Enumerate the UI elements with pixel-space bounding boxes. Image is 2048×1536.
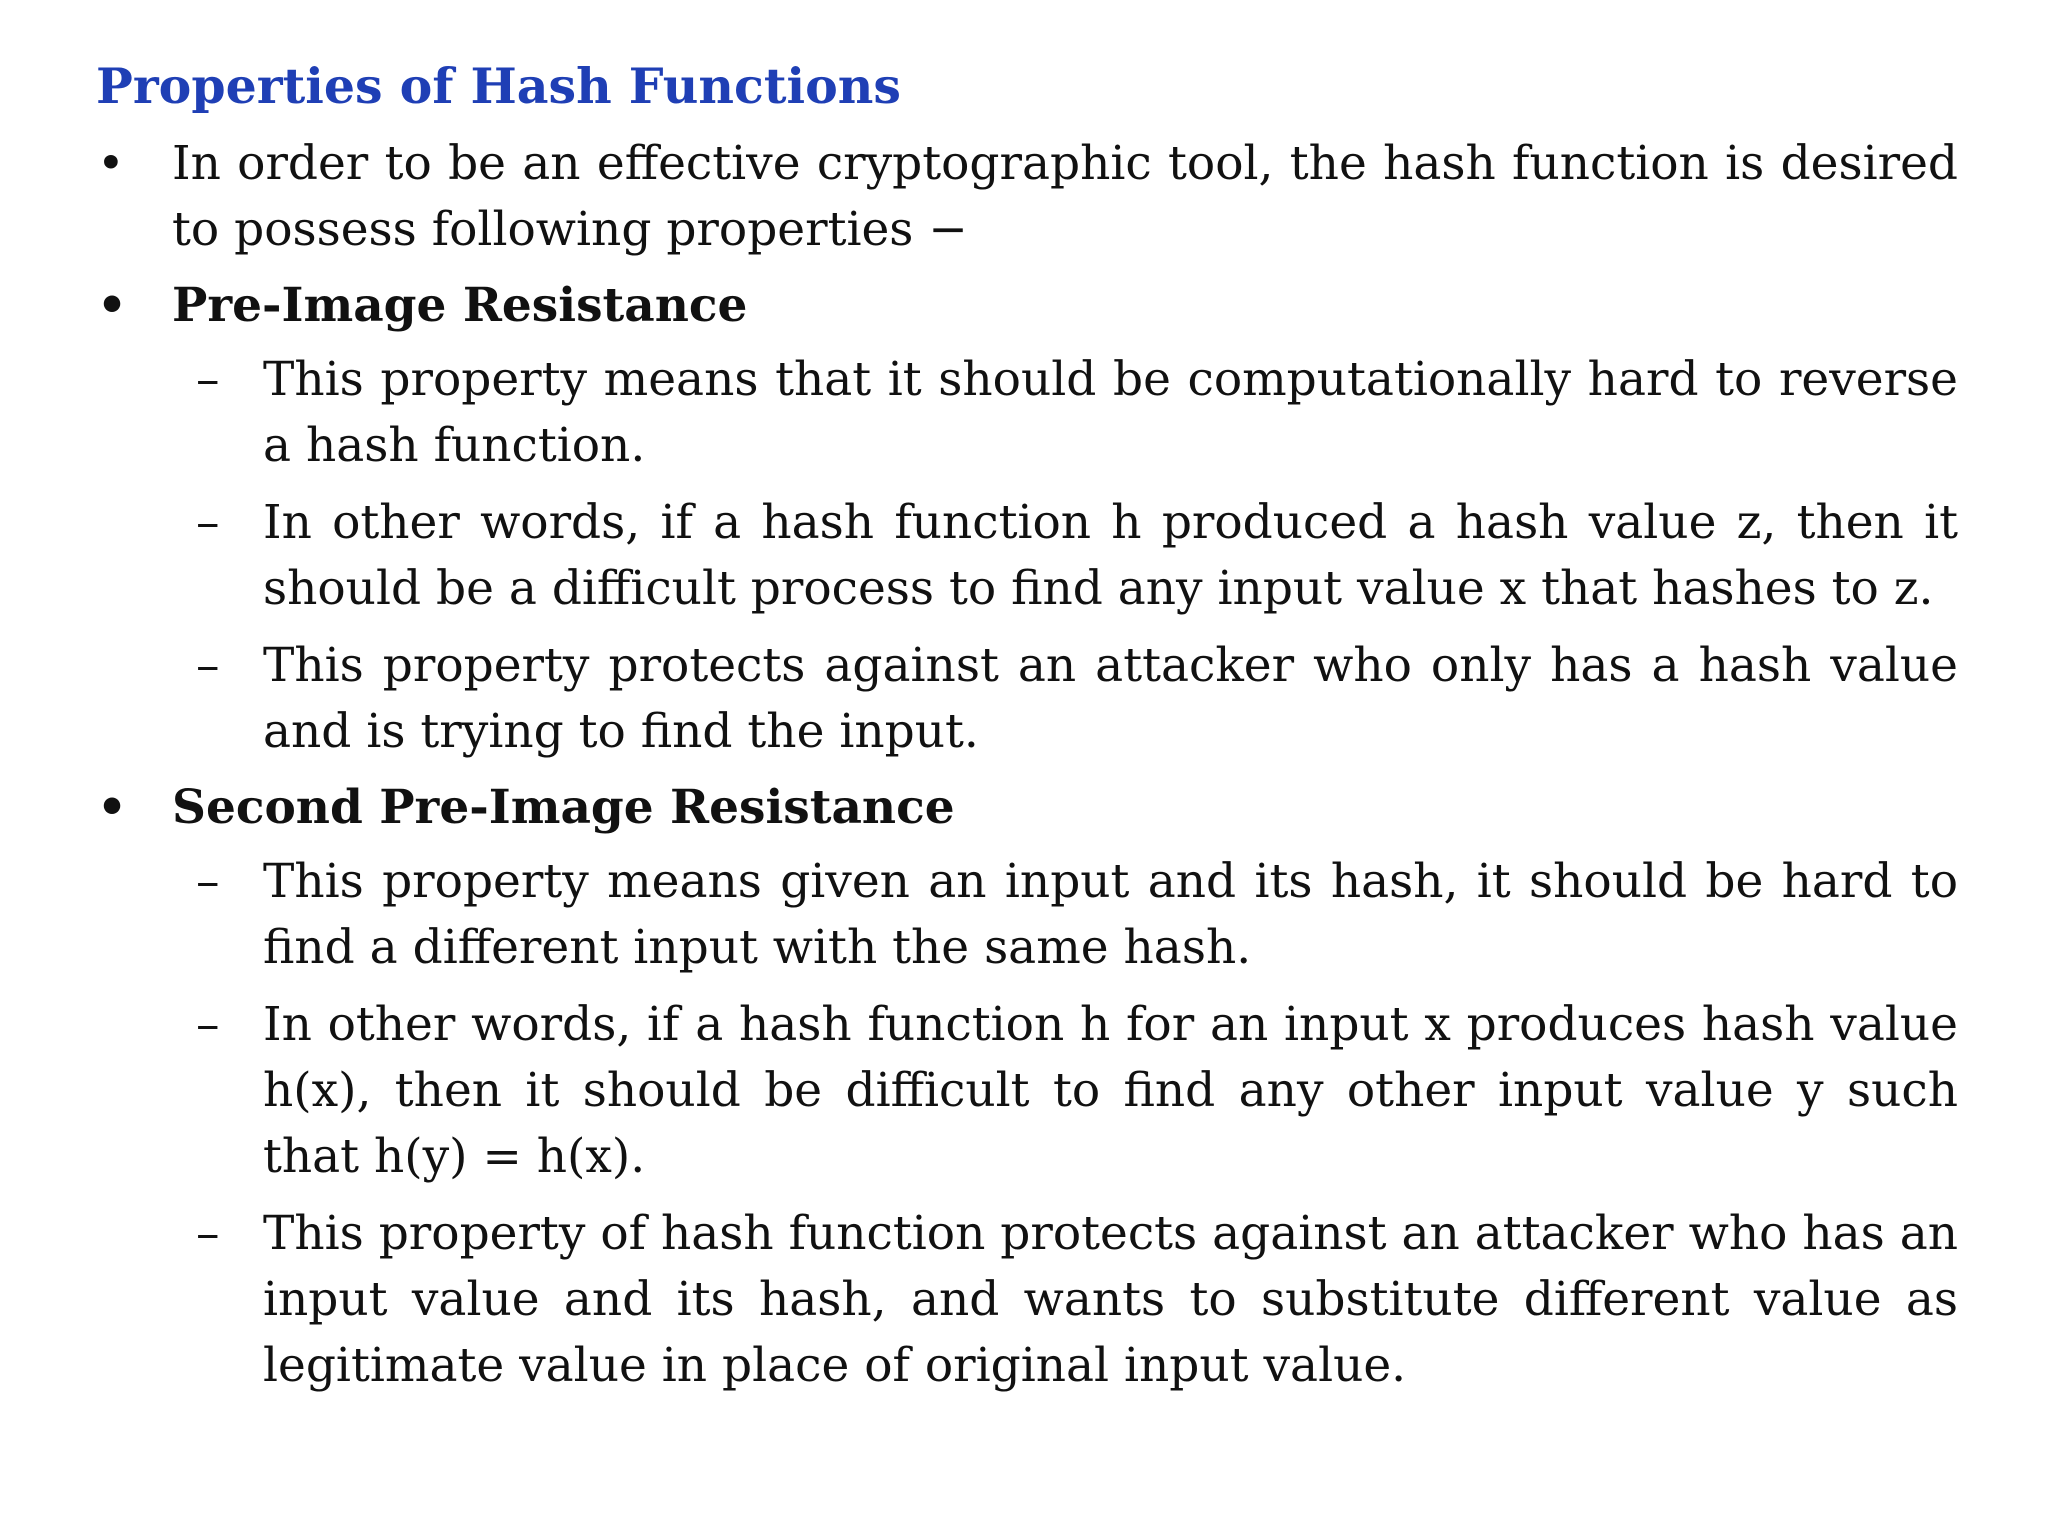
dash-marker: – [196, 638, 220, 693]
sub-point [196, 849, 1958, 981]
sub-point [196, 992, 1958, 1190]
dash-marker: – [196, 495, 220, 550]
sub-point [196, 490, 1958, 622]
dash-marker: – [196, 854, 220, 909]
dash-marker: – [196, 997, 220, 1052]
dash-marker: – [196, 1206, 220, 1261]
sub-point-text: In other words, if a hash function h produced a hash value z, then it should be a difficult process to find any input value x that hashes to z. [263, 495, 1958, 616]
section-heading-second-pre-image [97, 775, 1958, 841]
sub-point-text: In other words, if a hash function h for an input x produces hash value h(x), then it should be difficult to find any other input value y such that h(y) = h(x). [263, 997, 1958, 1184]
intro-text: In order to be an effective cryptographic tool, the hash function is desired to possess following properties − [172, 136, 1958, 257]
slide-content [0, 131, 2048, 1399]
sub-point [196, 347, 1958, 479]
sub-point-text: This property of hash function protects against an attacker who has an input value and its hash, and wants to substitute different value as legitimate value in place of original input value. [263, 1206, 1958, 1393]
section-heading-pre-image [97, 273, 1958, 339]
section-heading-text: Second Pre-Image Resistance [172, 780, 955, 835]
slide-title: Properties of Hash Functions [96, 57, 901, 115]
sub-point [196, 633, 1958, 765]
bullet-marker: • [97, 136, 125, 191]
sub-point-text: This property means that it should be computationally hard to reverse a hash function. [263, 352, 1958, 473]
bullet-marker: • [97, 278, 128, 333]
sub-point [196, 1201, 1958, 1399]
sub-point-text: This property means given an input and its hash, it should be hard to find a different input with the same hash. [263, 854, 1958, 975]
bullet-marker: • [97, 780, 128, 835]
intro-bullet [97, 131, 1958, 263]
sub-point-text: This property protects against an attacker who only has a hash value and is trying to find the input. [263, 638, 1958, 759]
dash-marker: – [196, 352, 220, 407]
section-heading-text: Pre-Image Resistance [172, 278, 748, 333]
